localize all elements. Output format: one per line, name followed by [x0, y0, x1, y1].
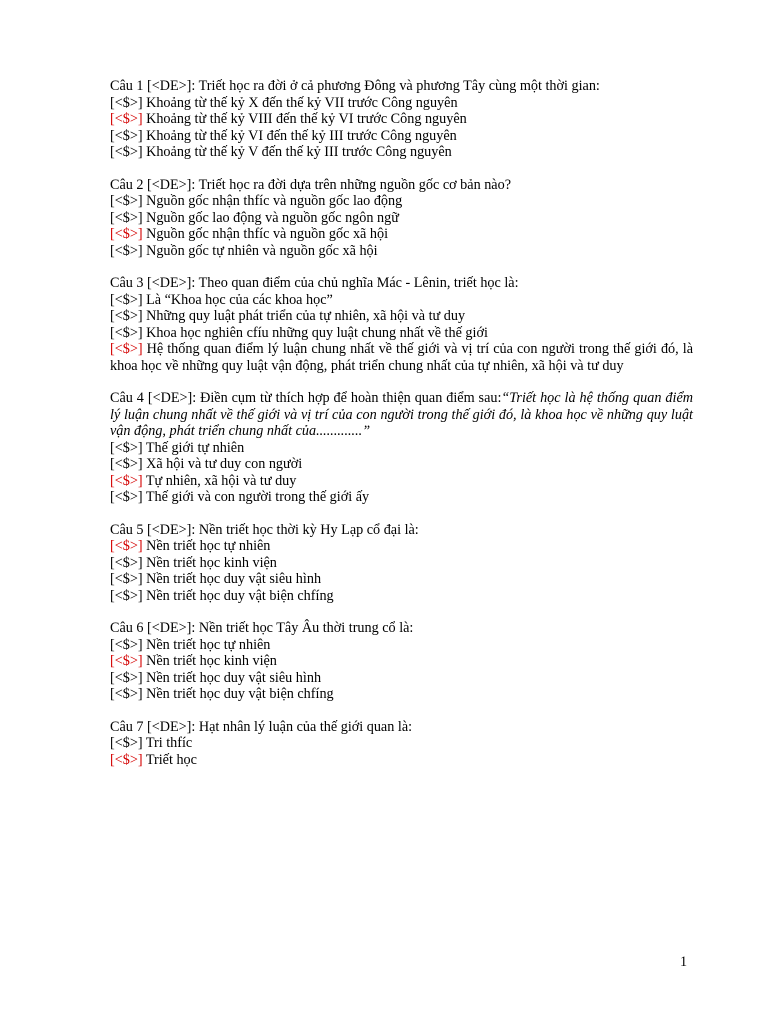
answer-option-correct	[110, 226, 693, 243]
question-6	[110, 620, 693, 703]
answer-marker: [<$>]	[110, 554, 143, 571]
answer-option	[110, 292, 693, 309]
answer-text: Khoảng từ thế kỷ VIII đến thế kỷ VI trước Công nguyên	[146, 111, 467, 127]
answer-text: Nền triết học duy vật siêu hình	[146, 669, 322, 686]
correct-answer-marker: [<$>]	[110, 341, 143, 357]
answer-option	[110, 670, 693, 687]
answer-text: Thế giới và con người trong thế giới ấy	[145, 489, 370, 505]
answer-option	[110, 144, 693, 161]
answer-marker: [<$>]	[110, 669, 143, 686]
answer-marker: [<$>]	[110, 439, 143, 456]
answer-option-correct	[110, 473, 693, 490]
question-stem: Câu 5 [<DE>]: Nền triết học thời kỳ Hy Lạp cổ đại là:	[110, 521, 419, 538]
question-stem-text: Câu 4 [<DE>]: Điền cụm từ thích hợp để hoàn thiện quan điểm sau:	[110, 390, 502, 406]
question-2	[110, 177, 693, 260]
answer-text: Nền triết học duy vật siêu hình	[146, 571, 322, 587]
answer-option-correct	[110, 111, 693, 128]
correct-answer-marker: [<$>]	[110, 751, 143, 768]
answer-option	[110, 489, 693, 506]
question-1	[110, 78, 693, 161]
answer-option	[110, 440, 693, 457]
answer-text: Là “Khoa học của các khoa học”	[146, 291, 333, 308]
answer-text: Hệ thống quan điểm lý luận chung nhất về thế giới và vị trí của con người trong thế giới đó, là khoa học về những quy luật vận động, phát triển chung nhất của tự nhiên, xã hội và tư duy	[110, 341, 693, 374]
answer-option-correct	[110, 341, 693, 374]
page-number: 1	[680, 954, 688, 970]
answer-option	[110, 210, 693, 227]
question-quote: “Triết học là hệ thống quan điểm lý luận chung nhất về thế giới và vị trí của con người trong thế giới đó, là khoa học về những quy luật vận động, phát triển chung nhất của.............”	[110, 390, 693, 439]
answer-option	[110, 735, 693, 752]
answer-option	[110, 95, 693, 112]
answer-text: Nền triết học tự nhiên	[146, 636, 271, 653]
answer-text: Nền triết học duy vật biện chfíng	[146, 587, 334, 604]
answer-text: Khoảng từ thế kỷ X đến thế kỷ VII trước Công nguyên	[146, 94, 458, 111]
answer-option	[110, 456, 693, 473]
answer-marker: [<$>]	[110, 242, 143, 259]
answer-marker: [<$>]	[110, 94, 143, 111]
correct-answer-marker: [<$>]	[110, 472, 143, 489]
answer-marker: [<$>]	[110, 291, 143, 308]
answer-option	[110, 686, 693, 703]
answer-text: Nguồn gốc nhận thfíc và nguồn gốc xã hội	[146, 226, 389, 242]
answer-marker: [<$>]	[110, 193, 143, 209]
question-stem: Câu 6 [<DE>]: Nền triết học Tây Âu thời trung cổ là:	[110, 620, 414, 636]
answer-option	[110, 193, 693, 210]
answer-option-correct	[110, 538, 693, 555]
answer-marker: [<$>]	[110, 735, 143, 751]
document-body	[110, 78, 693, 784]
question-stem: Câu 1 [<DE>]: Triết học ra đời ở cả phương Đông và phương Tây cùng một thời gian:	[110, 78, 600, 94]
answer-option	[110, 588, 693, 605]
answer-text: Thế giới tự nhiên	[145, 439, 245, 456]
answer-marker: [<$>]	[110, 324, 143, 341]
answer-option	[110, 571, 693, 588]
answer-text: Nền triết học kinh viện	[146, 653, 277, 669]
answer-text: Nguồn gốc lao động và nguồn gốc ngôn ngữ	[146, 209, 399, 226]
answer-marker: [<$>]	[110, 571, 143, 587]
answer-option	[110, 555, 693, 572]
question-stem: Câu 7 [<DE>]: Hạt nhân lý luận của thế giới quan là:	[110, 718, 413, 735]
question-stem: Câu 3 [<DE>]: Theo quan điểm của chủ nghĩa Mác - Lênin, triết học là:	[110, 275, 519, 291]
correct-answer-marker: [<$>]	[110, 226, 143, 242]
answer-text: Khoảng từ thế kỷ VI đến thế kỷ III trước Công nguyên	[146, 127, 457, 144]
answer-option-correct	[110, 653, 693, 670]
answer-text: Nền triết học tự nhiên	[146, 538, 271, 554]
answer-marker: [<$>]	[110, 144, 143, 160]
answer-text: Tự nhiên, xã hội và tư duy	[145, 472, 297, 489]
answer-option	[110, 325, 693, 342]
answer-text: Khoa học nghiên cfíu những quy luật chung nhất về thế giới	[146, 324, 488, 341]
answer-text: Tri thfíc	[145, 735, 193, 751]
answer-text: Những quy luật phát triển của tự nhiên, xã hội và tư duy	[146, 308, 466, 324]
correct-answer-marker: [<$>]	[110, 538, 143, 554]
answer-marker: [<$>]	[110, 636, 143, 653]
answer-marker: [<$>]	[110, 686, 143, 702]
question-5	[110, 522, 693, 605]
answer-marker: [<$>]	[110, 127, 143, 144]
correct-answer-marker: [<$>]	[110, 111, 143, 127]
answer-option	[110, 128, 693, 145]
answer-option	[110, 637, 693, 654]
answer-text: Khoảng từ thế kỷ V đến thế kỷ III trước Công nguyên	[146, 144, 452, 160]
correct-answer-marker: [<$>]	[110, 653, 143, 669]
answer-text: Nguồn gốc nhận thfíc và nguồn gốc lao động	[146, 193, 403, 209]
answer-marker: [<$>]	[110, 209, 143, 226]
answer-option-correct	[110, 752, 693, 769]
answer-text: Nền triết học duy vật biện chfíng	[146, 686, 334, 702]
answer-marker: [<$>]	[110, 456, 143, 472]
answer-option	[110, 308, 693, 325]
answer-text: Nguồn gốc tự nhiên và nguồn gốc xã hội	[146, 242, 378, 259]
question-3	[110, 275, 693, 374]
answer-option	[110, 243, 693, 260]
answer-marker: [<$>]	[110, 489, 143, 505]
answer-marker: [<$>]	[110, 308, 143, 324]
question-7	[110, 719, 693, 769]
answer-marker: [<$>]	[110, 587, 143, 604]
answer-text: Nền triết học kinh viện	[146, 554, 277, 571]
answer-text: Triết học	[145, 751, 197, 768]
answer-text: Xã hội và tư duy con người	[146, 456, 303, 472]
question-stem: Câu 2 [<DE>]: Triết học ra đời dựa trên những nguồn gốc cơ bản nào?	[110, 176, 511, 193]
question-stem	[110, 390, 693, 440]
question-4	[110, 390, 693, 506]
